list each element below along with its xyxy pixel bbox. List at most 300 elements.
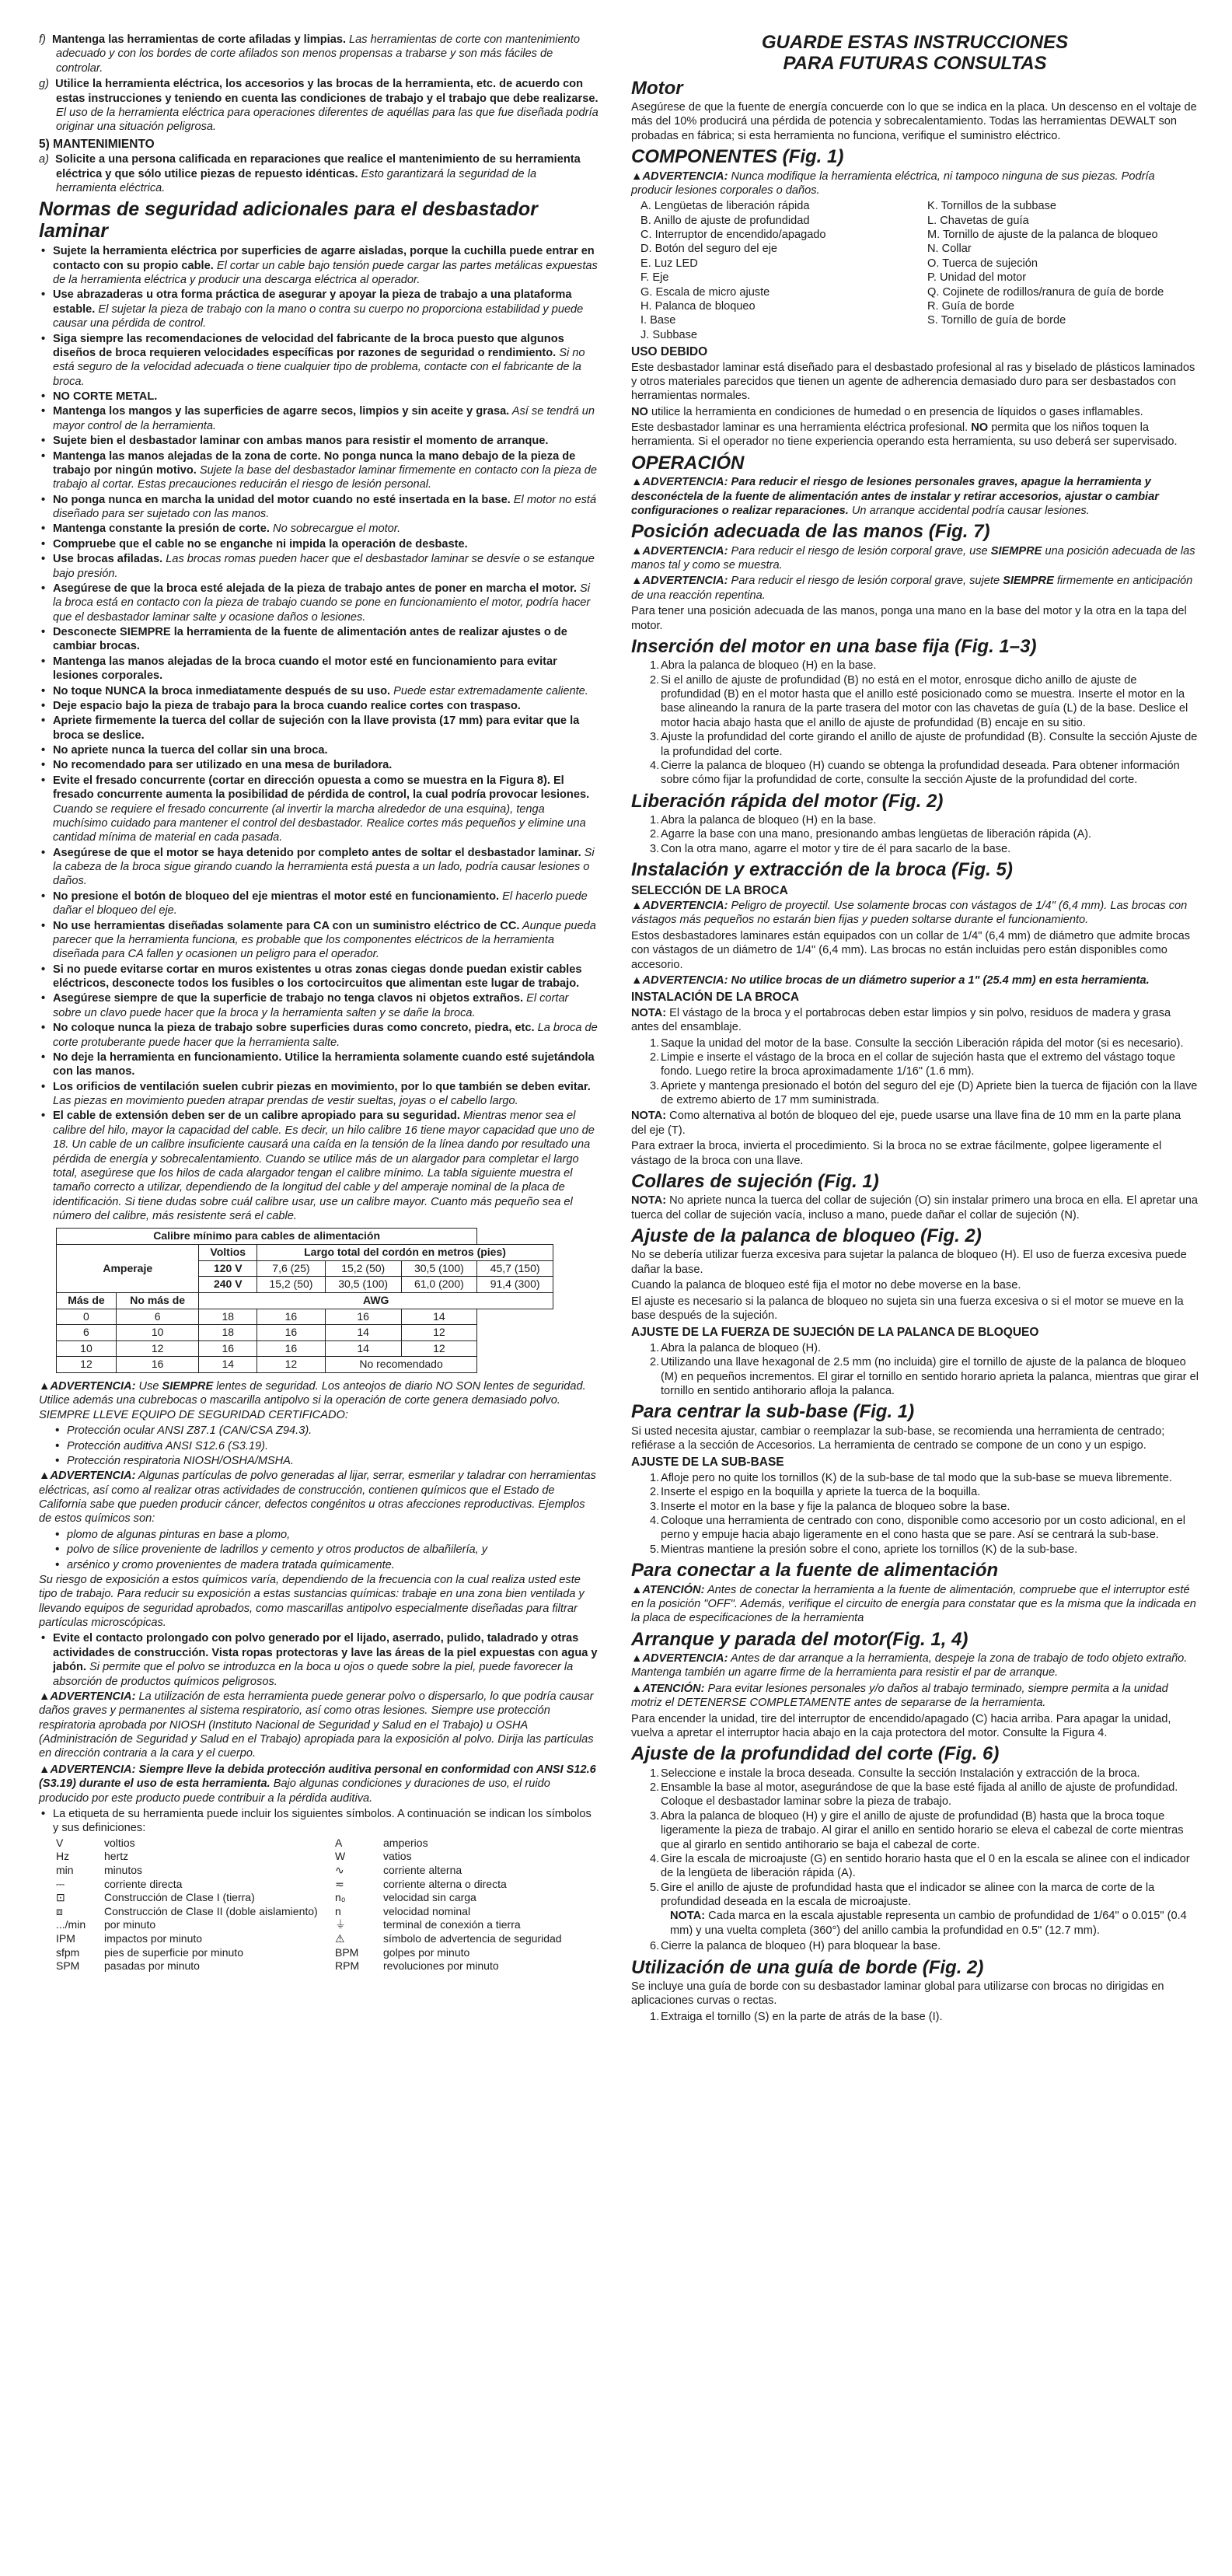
table-cell: 6 [116,1309,199,1325]
symbol-row [335,1850,599,1864]
bullet-bold: El cable de extensión deben ser de un calibre apropiado para su seguridad. [53,1110,460,1123]
step-text: Abra la palanca de bloqueo (H) y gire el anillo de ajuste de profundidad (B) hasta que la broca toque ligeramente la pieza de trabajo. Al girar el anillo en sentido horario se eleva el cabezal de corte mientras que al girarlo en sentido antihorario se baja el cabezal de corte. [661,1809,1184,1851]
table-cell: 16 [257,1325,326,1341]
symbols-right [335,1837,599,1973]
centrar-heading: Para centrar la sub-base (Fig. 1) [631,1401,915,1423]
step-number: 3. [650,1809,660,1823]
symbol-key: n₀ [335,1891,346,1904]
symbols-table [56,1837,599,1973]
step-number: 2. [650,1050,660,1064]
symbol-key: IPM [56,1932,75,1945]
step-number: 1. [650,1471,660,1484]
step-item [651,1355,1199,1398]
nota-text: Cada marca en la escala ajustable representa un cambio de profundidad de 1/64" o 0.015" (0.4 mm) y una vuelta completa (360°) del anillo cambia la profundidad en 0.5" (12.7 mm). [670,1910,1187,1937]
bullet-text: El cortar sobre un clavo puede hacer que la broca y la herramienta salten y se dañe la broca. [53,992,569,1019]
advertencia-lentes: ▲ADVERTENCIA: Use SIEMPRE lentes de seguridad. Los anteojos de diario NO SON lentes de seguridad. Utilice además una cubrebocas o mascarilla antipolvo si la operación de corte genera demasiado polvo. SIEMPRE LLEVE EQUIPO DE SEGURIDAD CERTIFICADO: [39,1380,586,1421]
list-item [39,552,599,581]
step-number: 1. [650,1341,660,1354]
bullet-bold: NO CORTE METAL. [53,390,158,404]
step-item [651,1781,1199,1809]
step-item [651,1852,1199,1881]
table-cell: 18 [199,1325,257,1341]
symbol-key: W [335,1850,346,1863]
symbol-definition: minutos [104,1863,143,1876]
symbol-row [56,1891,319,1905]
step-number: 1. [650,659,660,673]
components-left [640,199,912,342]
step-number: 3. [650,731,660,744]
symbol-definition: vatios [383,1850,412,1863]
insercion-heading: Inserción del motor en una base fija (Fig. 1–3) [631,635,1037,657]
list-item [39,963,599,991]
ajuste-text-3: El ajuste es necesario si la palanca de bloqueo no sujeta sin una fuerza excesiva o si el motor se mueve en la base después de la sujeción. [631,1295,1184,1322]
list-item [39,919,599,962]
table-cell: 10 [57,1340,117,1357]
symbol-row [335,1918,599,1932]
length-cell: 15,2 (50) [257,1277,326,1293]
bullet-bold: Compruebe que el cable no se enganche ni impida la operación de desbaste. [53,537,468,551]
broca-heading: Instalación y extracción de la broca (Fig. 5) [631,859,1013,881]
component-item: I. Base [640,314,676,327]
step-text: Ajuste la profundidad del corte girando el anillo de ajuste de profundidad (B). Consulte la sección Ajuste de la profundidad del corte. [661,731,1198,758]
bullet-bold: Mantenga constante la presión de corte. [53,523,270,536]
list-item: • arsénico y cromo provenientes de madera tratada químicamente. [53,1558,599,1572]
symbol-definition: Construcción de Clase I (tierra) [104,1891,255,1904]
centrar-text: Si usted necesita ajustar, cambiar o reemplazar la sub-base, se recomienda una herramienta de centrado; refiérase a la sección de Accesorios. La herramienta de centrado se compone de un cono y un espigo. [631,1424,1165,1452]
list-item: • La etiqueta de su herramienta puede incluir los siguientes símbolos. A continuación se indican los símbolos y sus definiciones: [39,1807,599,1836]
bullet-bold: No apriete nunca la tuerca del collar sin una broca. [53,744,328,757]
symbol-definition: hertz [104,1850,129,1863]
ajuste-subbase-heading: AJUSTE DE LA SUB-BASE [631,1456,784,1470]
voltios-header: Voltios [199,1245,257,1261]
component-item: F. Eje [640,271,669,285]
evite-list [39,1631,599,1689]
ajuste-fuerza-heading: AJUSTE DE LA FUERZA DE SUJECIÓN DE LA PALANCA DE BLOQUEO [631,1326,1039,1340]
step-number: 2. [650,673,660,687]
posicion-advertencia-2: ▲ADVERTENCIA: Para reducir el riesgo de lesión corporal grave, sujete SIEMPRE firmemente en anticipación de una reacción repentina. [631,575,1193,602]
left-column [39,33,599,1973]
symbol-definition: corriente alterna [383,1863,462,1876]
bullet-text: Cuando se requiere el fresado concurrente (al invertir la marcha alrededor de una esquina), tenga muchísimo cuidado para mantener el control del desbastador. Realice cortes más pequeños y elimine una cantidad mínima de material en cada pasada. [53,802,586,844]
normas-heading: Normas de seguridad adicionales para el desbastador laminar [39,198,538,243]
list-item [39,1050,599,1079]
chemicals-list [53,1528,599,1572]
bullet-text: No sobrecargue el motor. [269,523,401,536]
bullet-text: Puede estar extremadamente caliente. [390,684,588,697]
right-column [631,33,1199,2025]
uso-text-3: Este desbastador laminar es una herramienta eléctrica profesional. NO permita que los niños toquen la herramienta. Si el operador no tiene experiencia operando esta herramienta, su uso deberá ser supervisado. [631,421,1178,449]
operacion-heading: OPERACIÓN [631,452,745,474]
component-item: S. Tornillo de guía de borde [927,314,1066,327]
item-g: g) Utilice la herramienta eléctrica, los accesorios y las brocas de la herramienta, etc. de acuerdo con estas instrucciones y teniendo en cuenta las condiciones de trabajo y el trabajo que debe realizarse. El uso de la herramienta eléctrica para operaciones diferentes de aquéllas para las que fue diseñada podría originar una situación peligrosa. [39,78,599,134]
symbol-key: SPM [56,1959,80,1973]
uso-text: Este desbastador laminar está diseñado para el desbastado profesional al ras y biselado de plásticos laminados y otros materiales parecidos que tienen un agente de adherencia demasiado duro para ser desbastados con herramientas normales. [631,361,1195,403]
seleccion-advertencia: ▲ADVERTENCIA: Peligro de proyectil. Use solamente brocas con vástagos de 1/4" (6,4 mm). Las brocas con vástagos más pequeños no estarán bien fijas y pueden soltarse durante el funcionamiento. [631,900,1188,927]
item-mant-a: a) Solicite a una persona calificada en reparaciones que realice el mantenimiento de su herramienta eléctrica y que sólo utilice piezas de repuesto idénticas. Esto garantizará la seguridad de la herramienta eléctrica. [39,153,581,194]
component-item: N. Collar [927,243,972,256]
arranque-atencion: ▲ATENCIÓN: Para evitar lesiones personales y/o daños al trabajo terminado, siempre permita a la unidad motriz el DETENERSE COMPLETAMENTE antes de separarse de la herramienta. [631,1682,1168,1710]
bullet-text: Si la broca está en contacto con la pieza de trabajo cuando se pone en funcionamiento el motor, podría hacer que el desbastador laminar salte y ocasione daños o lesiones. [53,582,591,624]
advertencia-auditiva: ▲ADVERTENCIA: Siempre lleve la debida protección auditiva personal en conformidad con ANSI S12.6 (S3.19) durante el uso de esta herramienta. Bajo algunas condiciones y duraciones de uso, el ruido producido por este producto puede contribuir a la pérdida auditiva. [39,1763,596,1805]
ajuste-text-2: Cuando la palanca de bloqueo esté fija el motor no debe moverse en la base. [631,1279,1021,1292]
symbol-definition: velocidad sin carga [383,1891,476,1904]
bullet-bold: Use abrazaderas u otra forma práctica de asegurar y apoyar la pieza de trabajo a una plataforma estable. [53,288,572,316]
extension-cord-table [56,1228,553,1373]
component-item: Q. Cojinete de rodillos/ranura de guía de borde [927,285,1164,299]
bullet-text: Las brocas romas pueden hacer que el desbastador laminar se desvíe o se estanque bajo presión. [53,553,595,580]
symbol-key: ⊡ [56,1891,65,1904]
list-item [39,991,599,1020]
awg-header: AWG [199,1292,553,1309]
step-number: 4. [650,759,660,772]
motor-text: Asegúrese de que la fuente de energía concuerde con lo que se indica en la placa. Un descenso en el voltaje de más del 10% producirá una pérdida de potencia y sobrecalentamiento. Todas las herramientas DEWALT son probadas en fábrica; si esta herramienta no funciona, verifique el suministro eléctrico. [631,101,1197,142]
bullet-text: El sujetar la pieza de trabajo con la mano o contra su cuerpo no proporciona estabilidad y puede causar una pérdida de control. [53,302,584,330]
instalacion-nota: NOTA: El vástago de la broca y el portabrocas deben estar limpios y sin polvo, residuos de madera y grasa antes del ensamblaje. [631,1006,1171,1034]
componentes-advertencia: ▲ADVERTENCIA: Nunca modifique la herramienta eléctrica, ni tampoco ninguna de sus piezas. Podría producir lesiones corporales o daños. [631,170,1155,197]
step-item [651,842,1199,856]
guarde-line-1: GUARDE ESTAS INSTRUCCIONES [761,32,1069,53]
symbol-row [335,1837,599,1851]
bullet-text: El cortar un cable bajo tensión puede cargar las partes metálicas expuestas de la herramienta eléctrica y producir una descarga eléctrica al operador. [53,259,598,287]
symbol-row [56,1946,319,1960]
step-text: Mientras mantiene la presión sobre el cono, apriete los tornillos (K) de la sub-base. [661,1543,1078,1556]
bullet-text: Así se tendrá un mayor control de la herramienta. [53,405,595,432]
component-item: E. Luz LED [640,257,698,270]
symbol-key: min [56,1863,74,1876]
instalacion-text: Para extraer la broca, invierta el procedimiento. Si la broca no se extrae fácilmente, golpee ligeramente el vástago de la broca con una llave. [631,1140,1162,1167]
length-cell: 7,6 (25) [257,1260,326,1277]
table-cell: No recomendado [325,1357,476,1373]
components-right [927,199,1199,342]
mas-de-header: Más de [57,1292,117,1309]
ajuste-palanca-heading: Ajuste de la palanca de bloqueo (Fig. 2) [631,1225,982,1247]
symbol-key: .../min [56,1918,86,1931]
list-item [39,449,599,492]
symbol-definition: corriente alterna o directa [383,1877,507,1890]
list-item: • Evite el contacto prolongado con polvo generado por el lijado, aserrado, pulido, taladrado y otras actividades de construcción. Vista ropas protectoras y lave las áreas de la piel expuestas con agua y jabón. Si permite que el polvo se introduzca en la boca u ojos o quede sobre la piel, puede favorecer la absorción de productos químicos peligrosos. [39,1631,599,1689]
step-text: Cierre la palanca de bloqueo (H) cuando se obtenga la profundidad deseada. Para obtener información sobre cómo fijar la profundidad de corte, consulte la sección Ajuste de la profundidad del corte. [661,759,1180,787]
symbol-definition: voltios [104,1836,135,1849]
step-number: 5. [650,1543,660,1556]
step-number: 3. [650,1079,660,1092]
step-item [651,1543,1199,1557]
step-item [651,1050,1199,1079]
table-cell: 12 [257,1357,326,1373]
table-row [57,1325,553,1341]
list-item [39,743,599,757]
symbol-key: V [56,1836,64,1849]
list-item: • Protección auditiva ANSI S12.6 (S3.19). [53,1439,599,1453]
component-item: A. Lengüetas de liberación rápida [640,200,810,213]
arranque-advertencia: ▲ADVERTENCIA: Antes de dar arranque a la herramienta, despeje la zona de trabajo de todo objeto extraño. Mantenga también un agarre firme de la herramienta para resistir el par de arranque. [631,1652,1188,1679]
bullet-bold: Sujete la herramienta eléctrica por superficies de agarre aisladas, porque la cuchilla puede entrar en contacto con su propio cable. [53,245,595,272]
uso-text-2: NO utilice la herramienta en condiciones de humedad o en presencia de líquidos o gases inflamables. [631,405,1143,418]
components-list [640,199,1199,342]
ajuste-subbase-steps [631,1471,1199,1557]
list-item [39,332,599,390]
symbol-row [56,1959,319,1973]
table-cell: 14 [401,1309,477,1325]
table-cell: 16 [325,1309,401,1325]
exposicion-text: Su riesgo de exposición a estos químicos varía, dependiendo de la frecuencia con la cual realiza usted este tipo de trabajo. Para reducir su exposición a estas sustancias químicas: trabaje en una zona bien ventilada y llevando equipos de seguridad aprobados, como mascarillas antipolvo especialmente diseñadas para filtrar partículas microscópicas. [39,1573,585,1630]
amperaje-header: Amperaje [57,1245,199,1293]
list-item [39,1080,599,1109]
symbols-left [56,1837,319,1973]
symbol-row [56,1932,319,1946]
guarde-heading [631,33,1199,75]
list-item [39,434,599,448]
component-item: R. Guía de borde [927,299,1014,313]
bullet-bold: No toque NUNCA la broca inmediatamente después de su uso. [53,684,391,697]
symbol-key: ⏚ [335,1918,346,1931]
bullet-text: Si no está seguro de la velocidad adecuada o tiene cualquier tipo de problema, contacte con el fabricante de la broca. [53,346,585,388]
symbol-definition: pies de superficie por minuto [104,1945,243,1959]
bullet-text: La broca de corte protuberante puede hacer que la herramienta salte. [53,1022,598,1049]
step-number: 4. [650,1852,660,1865]
step-item [651,1500,1199,1514]
step-item [651,1939,1199,1953]
symbol-row [335,1905,599,1919]
step-number: 2. [650,1356,660,1369]
table-cell: 6 [57,1325,117,1341]
symbol-definition: Construcción de Clase II (doble aislamiento) [104,1904,318,1917]
advertencia-respiratoria: ▲ADVERTENCIA: La utilización de esta herramienta puede generar polvo o dispersarlo, lo que podría causar daños graves y permanentes al sistema respiratorio, así como otras lesiones. Siempre use protección respiratoria aprobada por NIOSH (Instituto Nacional de Seguridad y Salud en el Trabajo) u OSHA (Administración de Seguridad y Salud en el Trabajo) apropiada para la exposición al polvo. Dirija las partículas en dirección contraria a la cara y el cuerpo. [39,1690,594,1760]
step-item [651,1881,1199,1938]
list-item [39,493,599,522]
symbol-definition: impactos por minuto [104,1932,203,1945]
symbol-row [335,1946,599,1960]
table-cell: 12 [401,1340,477,1357]
symbol-key: RPM [335,1959,360,1973]
symbol-key: ⚠ [335,1932,345,1945]
symbol-key: BPM [335,1945,359,1959]
list-item [39,699,599,713]
bullet-text: El motor no está diseñado para ser sujetado con las manos. [53,493,597,521]
symbol-definition: pasadas por minuto [104,1959,200,1973]
component-item: P. Unidad del motor [927,271,1027,285]
symbol-row [335,1959,599,1973]
table-row [57,1309,553,1325]
table-cell: 12 [57,1357,117,1373]
step-text: Cierre la palanca de bloqueo (H) para bloquear la base. [661,1940,941,1953]
step-text: Agarre la base con una mano, presionando ambas lengüetas de liberación rápida (A). [661,828,1092,841]
table-title: Calibre mínimo para cables de alimentación [57,1229,477,1245]
bullet-text: Si la cabeza de la broca sigue girando cuando la herramienta está puesta a un lado, podría causar lesiones o daños. [53,846,595,888]
step-text: Si el anillo de ajuste de profundidad (B) no está en el motor, enrosque dicho anillo de ajuste de profundidad (B) en el motor hasta que el anillo esté posicionado como se muestra. Inserte el motor en la base alineando la ranura de la parte trasera del motor con las chavetas de guía (L) de la base. Deslice el motor hacia abajo hasta que el anillo de ajuste de profundidad (B) encaje en su sitio. [661,673,1188,729]
symbol-definition: terminal de conexión a tierra [383,1918,521,1931]
step-number: 2. [650,1781,660,1794]
step-number: 6. [650,1940,660,1953]
step-text: Coloque una herramienta de centrado con cono, disponible como accesorio por un costo adicional, en el perno y empuje hacia abajo ligeramente en el cono hasta que se pare. Así se centrará la sub-base. [661,1515,1185,1542]
bullet-bold: Si no puede evitarse cortar en muros existentes u otras zonas ciegas donde puedan existir cables eléctricos, desconecte todos los fusibles o los cortocircuitos que alimentan este lugar de trabajo. [53,963,582,991]
normas-list [39,244,599,1223]
symbol-key: ≂ [335,1877,344,1890]
bullet-bold: Use brocas afiladas. [53,553,163,566]
bullet-text: El hacerlo puede dañar el bloqueo del eje. [53,890,588,918]
ajuste-fuerza-steps [631,1341,1199,1399]
table-cell: 12 [401,1325,477,1341]
step-number: 2. [650,828,660,841]
bullet-text: Las piezas en movimiento pueden atrapar prendas de vestir sueltas, joyas o el cabello largo. [53,1095,518,1108]
step-number: 3. [650,1500,660,1513]
nota-label: NOTA: [670,1910,706,1923]
step-number: 1. [650,1036,660,1050]
collares-heading: Collares de sujeción (Fig. 1) [631,1170,879,1192]
symbol-row [335,1878,599,1892]
length-cell: 30,5 (100) [325,1277,401,1293]
symbol-key: ∿ [335,1863,344,1876]
list-item [39,890,599,918]
voltage-cell: 120 V [199,1260,257,1277]
list-item [39,758,599,772]
component-item: B. Anillo de ajuste de profundidad [640,214,810,227]
uso-heading: USO DEBIDO [631,345,708,359]
advertencia-polvo: ▲ADVERTENCIA: Algunas partículas de polvo generadas al lijar, serrar, esmerilar y taladrar con herramientas eléctricas, así como al realizar otras actividades de construcción, contienen químicos que el Estado de California sabe que pueden producir cáncer, defectos congénitos u otras afecciones reproductivas. Ejemplos de estos químicos son: [39,1470,596,1526]
table-cell: 16 [257,1309,326,1325]
table-cell: 0 [57,1309,117,1325]
step-text: Extraiga el tornillo (S) en la parte de atrás de la base (I). [661,2010,943,2023]
step-item [651,1767,1199,1781]
step-text: Gire el anillo de ajuste de profundidad hasta que el indicador se alinee con la marca de corte de la profundidad deseada en la escala de microajuste. [661,1881,1155,1908]
symbol-row [335,1864,599,1878]
component-item: G. Escala de micro ajuste [640,285,770,299]
list-item [39,1109,599,1223]
list-item: • Protección respiratoria NIOSH/OSHA/MSHA. [53,1454,599,1468]
seleccion-heading: SELECCIÓN DE LA BROCA [631,883,788,897]
table-cell: 12 [116,1340,199,1357]
bullet-bold: Evite el fresado concurrente (cortar en dirección opuesta a como se muestra en la Figura 8). El fresado concurrente aumenta la posibilidad de pérdida de control, la cual podría provocar lesiones. [53,774,590,802]
step-item [651,1079,1199,1108]
list-item: • Protección ocular ANSI Z87.1 (CAN/CSA Z94.3). [53,1424,599,1438]
bullet-bold: Asegúrese siempre de que la superficie de trabajo no tenga clavos ni objetos extraños. [53,992,524,1005]
bullet-bold: Mantenga las manos alejadas de la broca cuando el motor esté en funcionamiento para evitar lesiones corporales. [53,655,557,683]
seleccion-text: Estos desbastadores laminares están equipados con un collar de 1/4" (6,4 mm) de diámetro que admite brocas con vástagos de un diámetro de 1/4" (6,4 mm). Las brocas no están incluidas pero están disponibles como accesorio. [631,929,1191,971]
list-item [39,288,599,330]
step-text: Ensamble la base al motor, asegurándose de que la base esté fijada al anillo de ajuste de profundidad. Coloque el desbastador laminar sobre la pieza de trabajo. [661,1781,1178,1809]
step-text: Con la otra mano, agarre el motor y tire de él para sacarlo de la base. [661,842,1011,855]
component-item: K. Tornillos de la subbase [927,200,1057,213]
bullet-bold: No coloque nunca la pieza de trabajo sobre superficies duras como concreto, piedra, etc. [53,1022,535,1035]
step-text: Abra la palanca de bloqueo (H) en la base. [661,659,877,673]
bullet-bold: No ponga nunca en marcha la unidad del motor cuando no esté insertada en la base. [53,493,511,506]
list-item: • polvo de sílice proveniente de ladrillos y cemento y otros productos de albañilería, y [53,1543,599,1557]
table-cell: 14 [199,1357,257,1373]
bullet-bold: Asegúrese de que la broca esté alejada de la pieza de trabajo antes de poner en marcha el motor. [53,582,577,595]
instalacion-nota-2: NOTA: Como alternativa al botón de bloqueo del eje, puede usarse una llave fina de 10 mm en la parte plana del eje (T). [631,1110,1181,1137]
list-item [39,625,599,654]
component-item: O. Tuerca de sujeción [927,257,1038,270]
symbol-definition: por minuto [104,1918,156,1931]
conectar-text: ▲ATENCIÓN: Antes de conectar la herramienta a la fuente de alimentación, compruebe que el interruptor esté en la posición "OFF". Además, verifique el circuito de energía para constatar que es la misma que la indicada en la placa de especificaciones de la herramienta [631,1583,1196,1625]
bullet-bold: Asegúrese de que el motor se haya detenido por completo antes de soltar el desbastador laminar. [53,846,581,859]
step-text: Utilizando una llave hexagonal de 2.5 mm (no incluida) gire el tornillo de ajuste de la palanca de bloqueo (M) en pequeños incrementos. El girar el tornillo en sentido horario aprieta la palanca, mientras que girar el tornillo en sentido antihorario afloja la palanca. [661,1356,1199,1397]
insercion-steps [631,659,1199,787]
list-item [39,655,599,683]
conectar-heading: Para conectar a la fuente de alimentación [631,1560,999,1582]
component-item: H. Palanca de bloqueo [640,299,756,313]
step-text: Seleccione e instale la broca deseada. Consulte la sección Instalación y extracción de la broca. [661,1767,1140,1780]
step-item [651,1341,1199,1355]
length-cell: 30,5 (100) [401,1260,477,1277]
step-item [651,1809,1199,1852]
step-number: 1. [650,1767,660,1780]
componentes-heading: COMPONENTES (Fig. 1) [631,146,844,168]
step-text: Abra la palanca de bloqueo (H) en la base. [661,814,877,827]
symbol-key: ⎓ [56,1877,65,1890]
list-item: • plomo de algunas pinturas en base a plomo, [53,1528,599,1542]
step-item [651,813,1199,827]
step-text: Apriete y mantenga presionado el botón del seguro del eje (D) Apriete bien la tuerca de fijación con la llave de extremo abierto de 17 mm suministrada. [661,1079,1198,1107]
profundidad-heading: Ajuste de la profundidad del corte (Fig. 6) [631,1743,1000,1765]
component-item: D. Botón del seguro del eje [640,243,778,256]
arranque-text: Para encender la unidad, tire del interruptor de encendido/apagado (C) hacia arriba. Para apagar la unidad, vuelva a apretar el interruptor hacia abajo en la caja protectora del motor. Consulte la Figura 4. [631,1712,1171,1739]
list-item [39,537,599,551]
step-text: Saque la unidad del motor de la base. Consulte la sección Liberación rápida del motor (si es necesario). [661,1036,1184,1050]
profundidad-steps [631,1767,1199,1954]
ajuste-text-1: No se debería utilizar fuerza excesiva para sujetar la palanca de bloqueo (H). El uso de fuerza excesiva puede dañar la base. [631,1249,1187,1276]
symbol-key: A [335,1836,343,1849]
list-item [39,684,599,698]
list-item [39,1021,599,1050]
symbol-row [335,1932,599,1946]
table-cell: 14 [325,1340,401,1357]
guia-heading: Utilización de una guía de borde (Fig. 2) [631,1956,984,1978]
symbol-definition: revoluciones por minuto [383,1959,499,1973]
symbol-key: sfpm [56,1945,80,1959]
list-item [39,774,599,845]
bullet-bold: No recomendado para ser utilizado en una mesa de buriladora. [53,759,393,772]
step-item [651,1036,1199,1050]
list-item [39,404,599,433]
liberacion-heading: Liberación rápida del motor (Fig. 2) [631,790,944,812]
profundidad-nota [661,1909,1199,1938]
table-cell: 14 [325,1325,401,1341]
item-f: f) Mantenga las herramientas de corte afiladas y limpias. Las herramientas de corte con mantenimiento adecuado y con los bordes de corte afilados son menos propensas a trabarse y son más fáciles de controlar. [39,33,580,75]
guia-text: Se incluye una guía de borde con su desbastador laminar global para utilizarse con brocas no dirigidas en aplicaciones curvas o rectas. [631,1980,1164,2008]
bullet-bold: Mantenga los mangos y las superficies de agarre secos, limpios y sin aceite y grasa. [53,405,510,418]
step-item [651,659,1199,673]
symbol-row [56,1905,319,1919]
length-cell: 61,0 (200) [401,1277,477,1293]
guarde-line-2: PARA FUTURAS CONSULTAS [783,52,1047,74]
symbol-definition: amperios [383,1836,428,1849]
safety-equipment-list [53,1424,599,1468]
list-item [39,582,599,624]
bullet-text: Aunque pueda parecer que la herramienta funciona, es probable que los componentes eléctricos de la herramienta diseñada para CA fallen y ocasionen un peligro para el operador. [53,919,596,961]
symbol-row [56,1850,319,1864]
list-item [39,522,599,536]
step-text: Abra la palanca de bloqueo (H). [661,1341,822,1354]
bullet-text: Sujete la base del desbastador laminar firmemente en contacto con la pieza de trabajo al cortar. Estas precauciones reducirán el riesgo de lesión personal. [53,463,598,491]
step-item [651,827,1199,841]
symbol-key: ⧈ [56,1904,63,1917]
bullet-text: Mientras menor sea el calibre del hilo, mayor la capacidad del cable. Es decir, un hilo calibre 16 tiene mayor capacidad que uno de 18. Un cable de un calibre insuficiente causará una caída en la tensión de la línea dando por resultado una pérdida de energía y sobrecalentamiento. Cuando se utilice más de un alargador para completar el largo total, asegúrese que los hilos de cada alargador tengan el calibre mínimo. La tabla siguiente muestra el tamaño correcto a utilizar, dependiendo de la longitud del cable y del amperaje nominal de la placa de identificación. Si tiene dudas sobre cuál calibre usar, use un calibre mayor. Cuanto más pequeño sea el número del calibre, más resistente será el cable. [53,1110,595,1223]
list-item [39,390,599,404]
component-item: J. Subbase [640,328,698,341]
operacion-advertencia: ▲ADVERTENCIA: Para reducir el riesgo de lesiones personales graves, apague la herramienta y desconéctela de la fuente de alimentación antes de instalar y retirar accesorios, ajustar o cambiar configuraciones o realizar reparaciones. Un arranque accidental podría causar lesiones. [631,476,1159,517]
list-item [39,846,599,889]
step-item [651,673,1199,731]
step-text: Limpie e inserte el vástago de la broca en el collar de sujeción hasta que el extremo del vástago toque fondo. Luego retire la broca aproximadamente 1/16" (1.6 mm). [661,1050,1175,1078]
step-item [651,1514,1199,1543]
symbol-row [56,1864,319,1878]
component-item: C. Interruptor de encendido/apagado [640,229,826,242]
symbol-key: Hz [56,1850,70,1863]
symbol-definition: corriente directa [104,1877,183,1890]
step-text: Afloje pero no quite los tornillos (K) de la sub-base de tal modo que la sub-base se mueva libremente. [661,1471,1172,1484]
symbol-row [56,1918,319,1932]
step-text: Inserte el motor en la base y fije la palanca de bloqueo sobre la base. [661,1500,1010,1513]
